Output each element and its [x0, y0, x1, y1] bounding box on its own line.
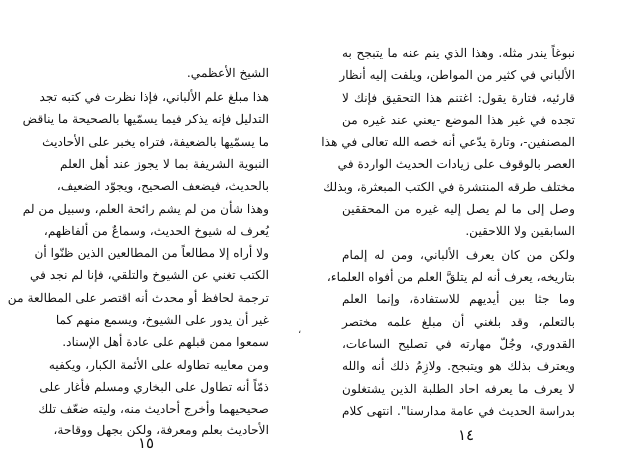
- text-line: النبوية الشريفة بما لا يجوز عند أهل العلم: [60, 157, 269, 171]
- text-line: يُعرف له شيوخ الحديث، وسماعٌ من ألفاظهم،: [43, 224, 269, 238]
- text-line: مختلف طرقه المنتشرة في الكتب المبعثرة، وبذلك: [323, 180, 575, 194]
- text-line: الشيخ الأعظمي.: [186, 66, 269, 80]
- text-line: التدليل فإنه يذكر فيما يسمّيها بالصحيحة ما يناقض: [22, 112, 269, 126]
- text-line: القدوري، وجُلّ مهارته في تصليح الساعات،: [342, 337, 575, 351]
- text-line: الأحاديث بعلم ومعرفة، ولكن بجهل ووقاحة،: [53, 423, 269, 437]
- text-line: هذا مبلغ علم الألباني، فإذا نظرت في كتبه تجد: [39, 90, 269, 104]
- text-line: ويعترف بذلك هو ويتبجح. ولازِمُ ذلك أنه والله: [342, 359, 575, 373]
- text-line: بالتعلم، وقد بلغني أن مبلغ علمه مختصر: [342, 315, 575, 329]
- text-line: وهذا شأن من لم يشم رائحة العلم، وسبيل من لم: [22, 202, 269, 216]
- text-line: صحيحيهما وأخرج أحاديث منه، وليته ضعّف تلك: [38, 402, 269, 416]
- text-line: ما يسمّيها بالضعيفة، فتراه يخبر على الأحاديث: [42, 135, 269, 149]
- text-line: وصل إلى ما لم يصل إليه غيره من المحققين: [342, 202, 575, 216]
- text-line: وما جثا بين أيديهم للاستفادة، وإنما العلم: [342, 292, 575, 306]
- text-line: غير أن يدور على الشيوخ، ويسمع منهم كما: [55, 313, 269, 327]
- text-line: العصر بالوقوف على زيادات الحديث الواردة في: [337, 157, 575, 171]
- text-line: ولكن من كان يعرف الألباني، ومن له إلمام: [342, 248, 575, 262]
- right-page: [312, 0, 623, 458]
- text-line: نبوغاً يندر مثله. وهذا الذي ينم عنه ما يتبجح به: [342, 46, 575, 60]
- text-line: بدراسة الحديث في عامة مدارسنا". انتهى كلام: [342, 404, 575, 418]
- text-line: الكتب تغني عن الشيوخ والتلقي، فإنا لم نجد في: [29, 268, 269, 282]
- text-line: بتاريخه، يعرف أنه لم يتلقَّ العلم من أفواه العلماء،: [326, 270, 575, 284]
- text-line: قارئيه، فتارة يقول: اغتنم هذا التحقيق فإنك لا: [342, 91, 575, 105]
- text-line: ولا أراه إلا مطالعاً من المطالعين الذين ظنّوا أن: [34, 246, 269, 260]
- text-line: بالحديث، فيضعف الصحيح، ويجوّد الضعيف،: [56, 179, 269, 193]
- gutter-mark: ،: [298, 325, 302, 336]
- left-page: [0, 0, 300, 458]
- page-number: ١٤: [457, 426, 475, 444]
- text-line: لا يعرف ما يعرفه احاد الطلبة الذين يشتغلون: [342, 382, 575, 396]
- page-number: ١٥: [137, 434, 155, 452]
- text-line: سمعوا ممن قبلهم على عادة أهل الإسناد.: [62, 335, 269, 349]
- text-line: المصنفين-، وتارة يدّعي أنه خصه الله تعالى في هذا: [321, 135, 575, 149]
- text-line: تجده في غير هذا الموضع -يعني عند غيره من: [342, 113, 575, 127]
- text-line: السابقين ولا اللاحقين.: [465, 224, 575, 238]
- text-line: ذمّاً أنه تطاول على البخاري ومسلم فأغار على: [39, 380, 269, 394]
- text-line: ومن معايبه تطاوله على الأئمة الكبار، ويكفيه: [48, 358, 269, 372]
- text-line: ترجمة لحافظ أو محدث أنه اقتصر على المطالعة من: [7, 291, 269, 305]
- text-line: الألباني في كثير من المواطن، ويلفت إليه أنظار: [339, 68, 575, 82]
